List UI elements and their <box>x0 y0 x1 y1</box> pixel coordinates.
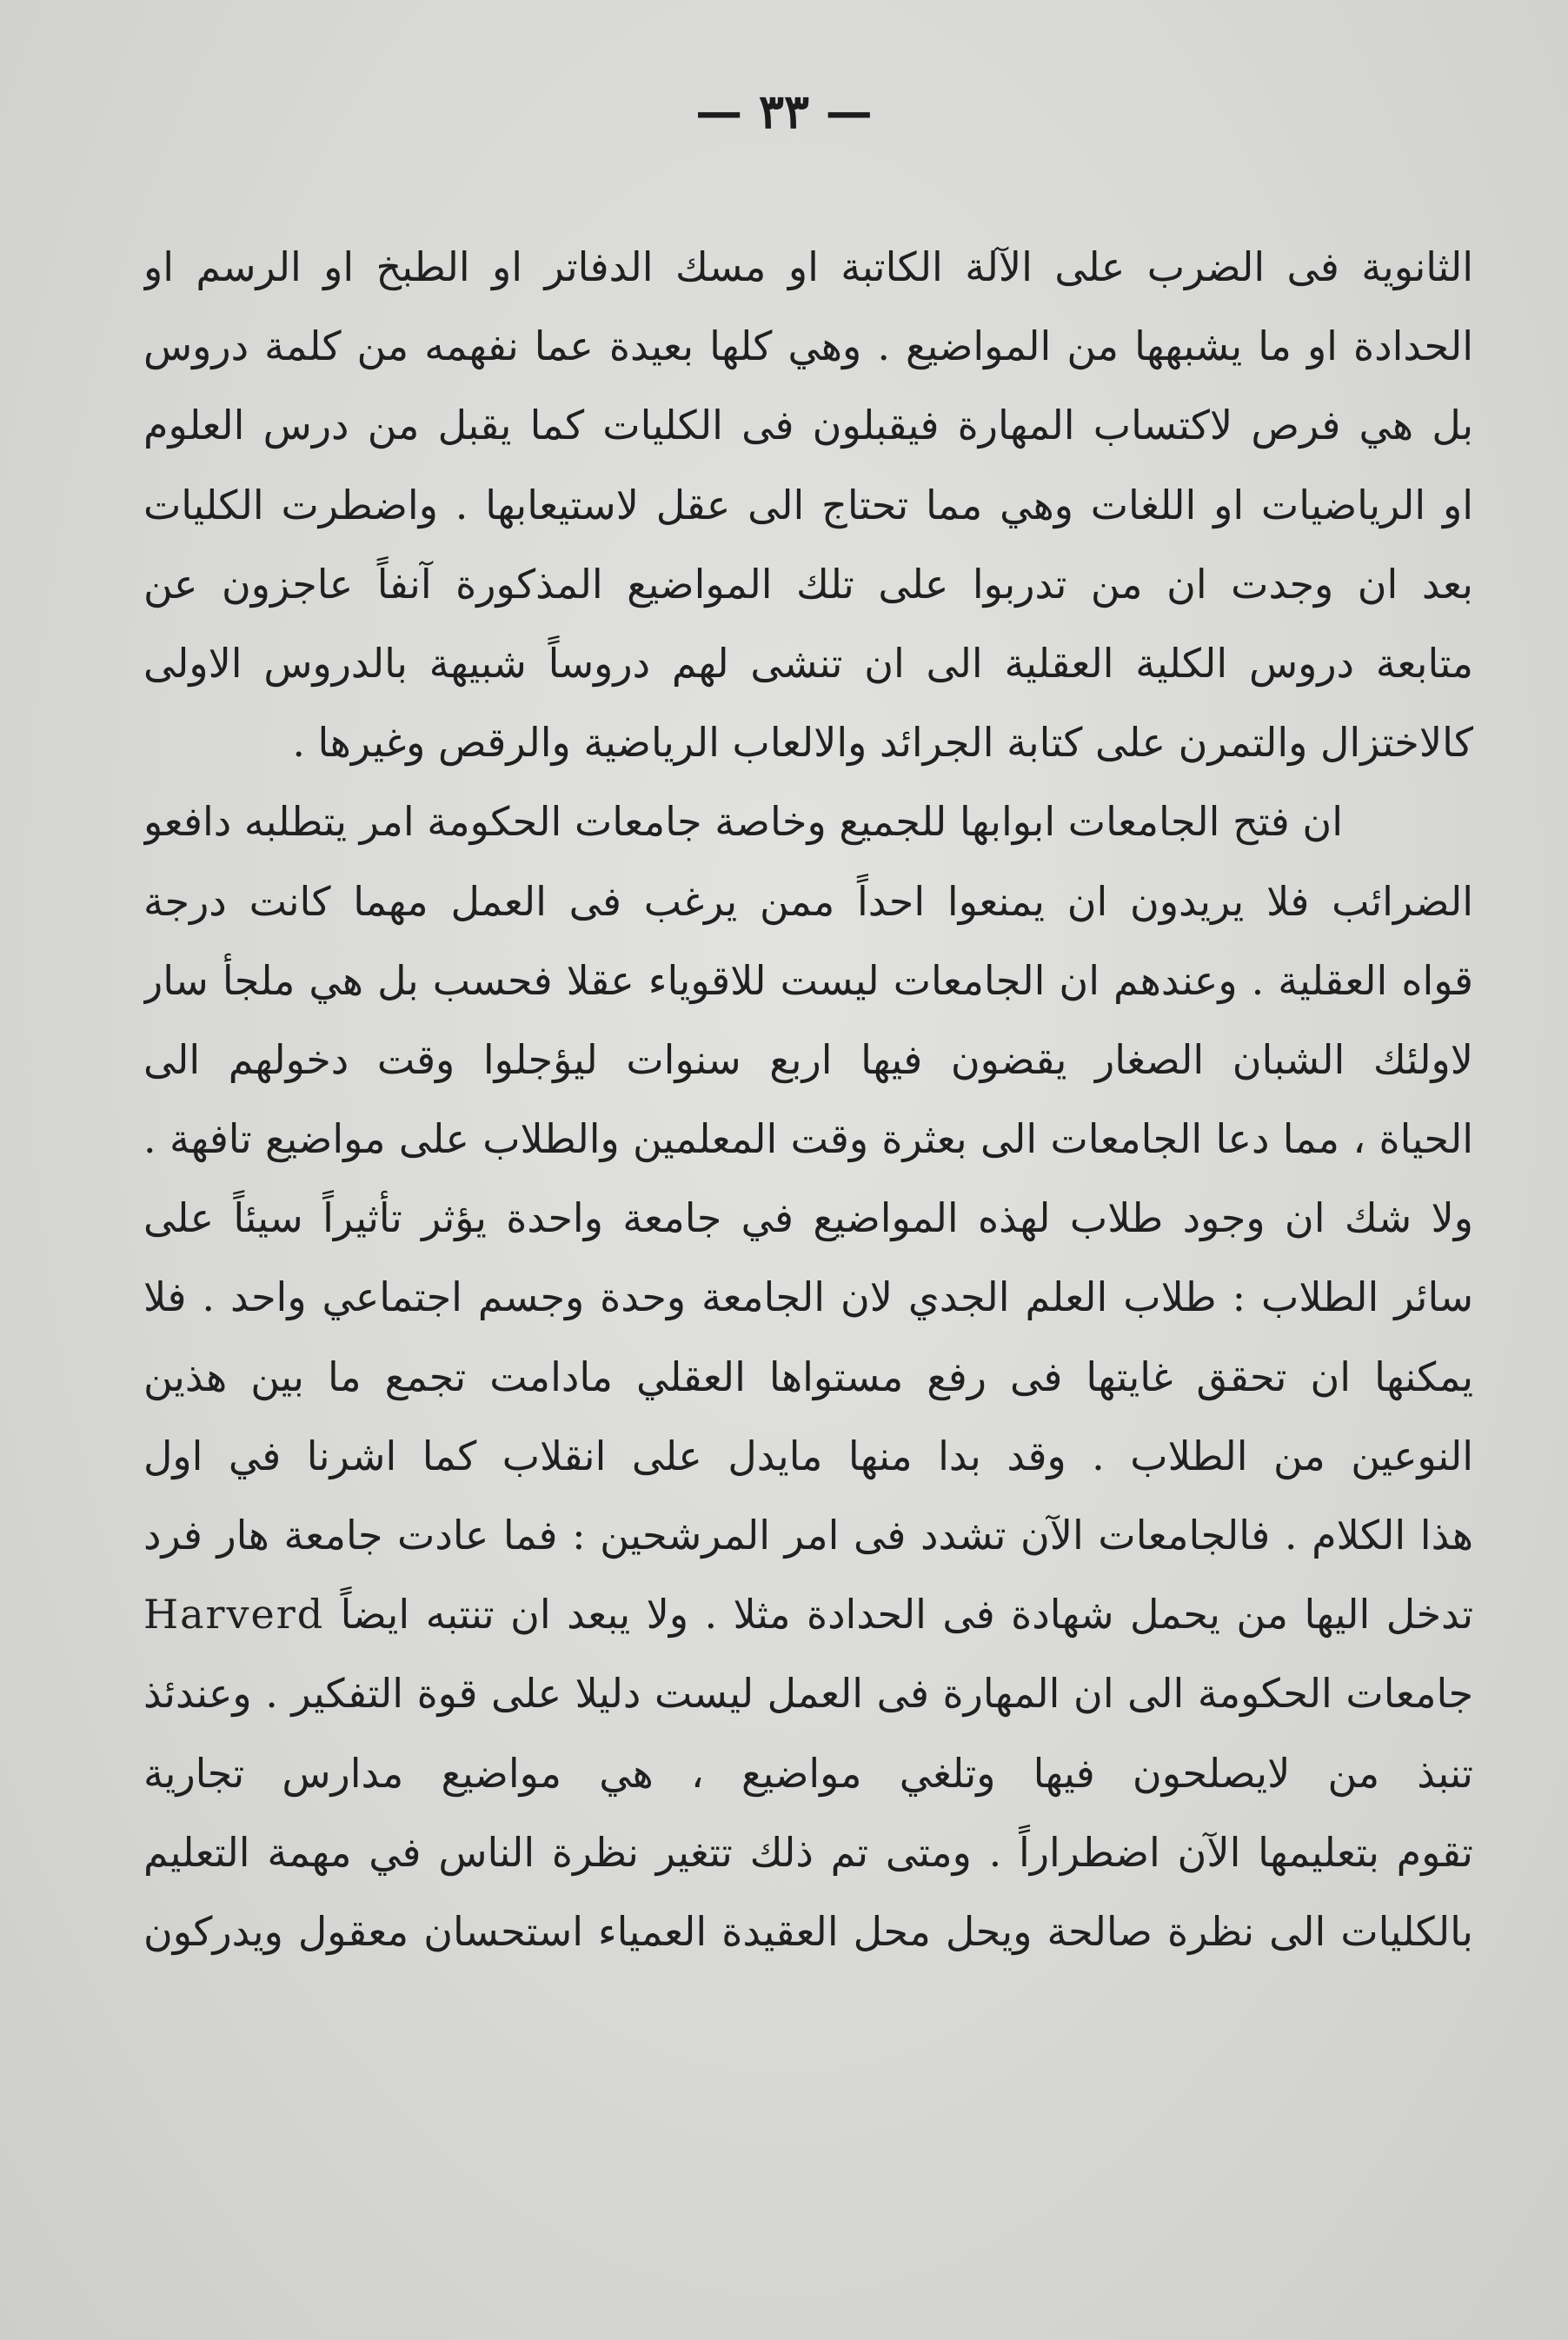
text-line-21: تقوم بتعليمها الآن اضطراراً . ومتى تم ذلك تتغير نظرة الناس في مهمة التعليم <box>143 1828 1473 1876</box>
text-line-10: قواه العقلية . وعندهم ان الجامعات ليست للاقوياء عقلا فحسب بل هي ملجأ سار <box>143 956 1473 1004</box>
text-line-14: سائر الطلاب : طلاب العلم الجدي لان الجامعة وحدة وجسم اجتماعي واحد . فلا <box>143 1273 1473 1321</box>
page-number: — ٣٣ — <box>695 83 873 139</box>
text-line-15: يمكنها ان تحقق غايتها فى رفع مستواها العقلي مادامت تجمع ما بين هذين <box>143 1353 1473 1400</box>
text-line-11: لاولئك الشبان الصغار يقضون فيها اربع سنوات ليؤجلوا وقت دخولهم الى <box>143 1035 1473 1083</box>
text-line-22: بالكليات الى نظرة صالحة ويحل محل العقيدة العمياء استحسان معقول ويدركون <box>143 1907 1473 1955</box>
text-line-12: الحياة ، مما دعا الجامعات الى بعثرة وقت المعلمين والطلاب على مواضيع تافهة . <box>143 1115 1473 1163</box>
text-line-9: الضرائب فلا يريدون ان يمنعوا احداً ممن يرغب فى العمل مهما كانت درجة <box>143 877 1473 925</box>
text-line-16: النوعين من الطلاب . وقد بدا منها مايدل على انقلاب كما اشرنا في اول <box>143 1432 1473 1479</box>
text-line-7: كالاختزال والتمرن على كتابة الجرائد والالعاب الرياضية والرقص وغيرها . <box>292 719 1473 767</box>
text-line-20: تنبذ من لايصلحون فيها وتلغي مواضيع ، هي مواضيع مدارس تجارية <box>143 1749 1473 1797</box>
text-line-5: بعد ان وجدت ان من تدربوا على تلك المواضيع المذكورة آنفاً عاجزون عن <box>143 560 1473 608</box>
text-line-4: او الرياضيات او اللغات وهي مما تحتاج الى عقل لاستيعابها . واضطرت الكليات <box>143 481 1473 528</box>
text-line-17: هذا الكلام . فالجامعات الآن تشدد فى امر المرشحين : فما عادت جامعة هار فرد <box>143 1512 1473 1559</box>
text-line-3: بل هي فرص لاكتساب المهارة فيقبلون فى الكليات كما يقبل من درس العلوم <box>143 402 1473 449</box>
text-line-1: الثانوية فى الضرب على الآلة الكاتبة او مسك الدفاتر او الطبخ او الرسم او <box>143 243 1473 290</box>
text-line-8: ان فتح الجامعات ابوابها للجميع وخاصة جامعات الحكومة امر يتطلبه دافعو <box>143 798 1343 846</box>
text-line-19: جامعات الحكومة الى ان المهارة فى العمل ليست دليلا على قوة التفكير . وعندئذ <box>143 1670 1473 1718</box>
text-line-13: ولا شك ان وجود طلاب لهذه المواضيع في جامعة واحدة يؤثر تأثيراً سيئاً على <box>143 1194 1473 1242</box>
text-line-2: الحدادة او ما يشبهها من المواضيع . وهي كلها بعيدة عما نفهمه من كلمة دروس <box>143 322 1473 370</box>
latin-word: Harverd <box>143 1591 325 1639</box>
body-text <box>143 228 1473 1971</box>
text-line-18-arabic: تدخل اليها من يحمل شهادة فى الحدادة مثلا . ولا يبعد ان تنتبه ايضاً <box>340 1591 1473 1639</box>
text-line-6: متابعة دروس الكلية العقلية الى ان تنشى لهم دروساً شبيهة بالدروس الاولى <box>143 639 1473 687</box>
text-line-18 <box>143 1575 1473 1654</box>
